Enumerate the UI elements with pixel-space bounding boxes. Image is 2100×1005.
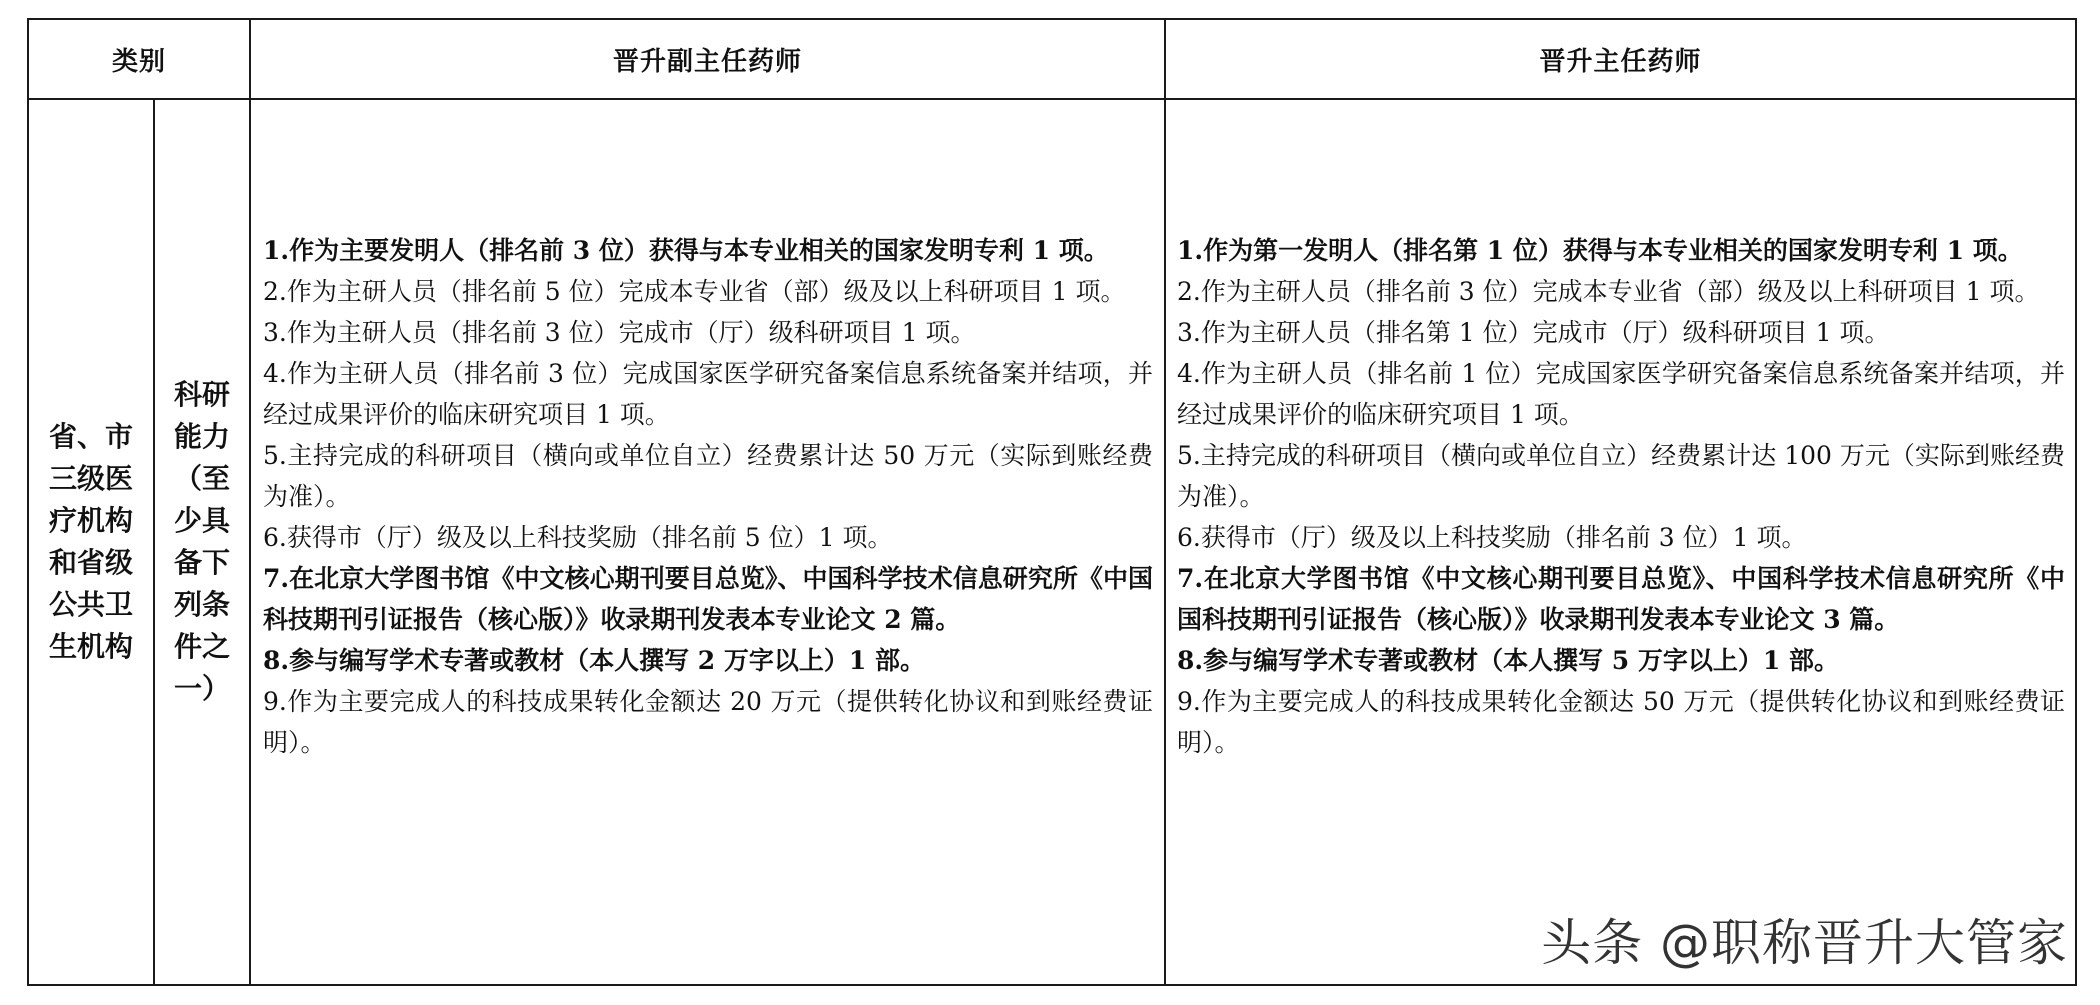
institution-label-line: 和省级 — [48, 546, 133, 579]
institution-label-line: 生机构 — [48, 630, 133, 663]
header-category: 类别 — [111, 46, 166, 77]
ability-label-line: 科研 — [173, 378, 230, 411]
requirements-table — [27, 18, 2077, 986]
ability-cell — [155, 100, 249, 984]
requirement-item: 3.作为主研人员（排名前 3 位）完成市（厅）级科研项目 1 项。 — [263, 318, 976, 347]
institution-label-line: 疗机构 — [48, 504, 133, 537]
header-chief-pharmacist: 晋升主任药师 — [1539, 46, 1702, 77]
ability-label-line: 能力 — [173, 420, 230, 453]
institution-label — [49, 416, 133, 668]
header-deputy-pharmacist: 晋升副主任药师 — [612, 46, 802, 77]
requirement-item: 1.作为第一发明人（排名第 1 位）获得与本专业相关的国家发明专利 1 项。 — [1177, 236, 2023, 265]
institution-label-line: 省、市 — [48, 420, 133, 453]
requirement-item: 1.作为主要发明人（排名前 3 位）获得与本专业相关的国家发明专利 1 项。 — [263, 236, 1109, 265]
requirement-item: 4.作为主研人员（排名前 1 位）完成国家医学研究备案信息系统备案并结项，并经过成果评价的临床研究项目 1 项。 — [1177, 359, 2065, 429]
institution-cell — [29, 100, 153, 984]
requirement-item: 9.作为主要完成人的科技成果转化金额达 20 万元（提供转化协议和到账经费证明）。 — [263, 687, 1153, 757]
requirement-item: 2.作为主研人员（排名前 3 位）完成本专业省（部）级及以上科研项目 1 项。 — [1177, 277, 2040, 306]
deputy-requirements-list — [263, 230, 1153, 763]
institution-label-line: 公共卫 — [48, 588, 133, 621]
requirement-item: 2.作为主研人员（排名前 5 位）完成本专业省（部）级及以上科研项目 1 项。 — [263, 277, 1126, 306]
requirement-item: 8.参与编写学术专著或教材（本人撰写 2 万字以上）1 部。 — [263, 646, 926, 675]
requirement-item: 9.作为主要完成人的科技成果转化金额达 50 万元（提供转化协议和到账经费证明）。 — [1177, 687, 2065, 757]
category-divider — [249, 20, 251, 984]
requirement-item: 7.在北京大学图书馆《中文核心期刊要目总览》、中国科学技术信息研究所《中国科技期刊引证报告（核心版）》收录期刊发表本专业论文 3 篇。 — [1177, 564, 2065, 634]
column-divider — [1164, 20, 1166, 984]
ability-label-line: 一） — [173, 672, 230, 705]
source-watermark: 头条 @职称晋升大管家 — [1541, 914, 2068, 972]
header-divider — [29, 98, 2075, 100]
ability-label-line: （至 — [173, 462, 230, 495]
ability-label — [174, 374, 230, 710]
chief-requirements-list — [1177, 230, 2065, 763]
ability-label-line: 少具 — [173, 504, 230, 537]
requirement-item: 3.作为主研人员（排名第 1 位）完成市（厅）级科研项目 1 项。 — [1177, 318, 1890, 347]
requirement-item: 5.主持完成的科研项目（横向或单位自立）经费累计达 100 万元（实际到账经费为准）。 — [1177, 441, 2065, 511]
ability-label-line: 备下 — [173, 546, 230, 579]
requirement-item: 5.主持完成的科研项目（横向或单位自立）经费累计达 50 万元（实际到账经费为准）。 — [263, 441, 1153, 511]
requirement-item: 6.获得市（厅）级及以上科技奖励（排名前 5 位）1 项。 — [263, 523, 893, 552]
requirement-item: 6.获得市（厅）级及以上科技奖励（排名前 3 位）1 项。 — [1177, 523, 1807, 552]
institution-label-line: 三级医 — [48, 462, 133, 495]
requirement-item: 7.在北京大学图书馆《中文核心期刊要目总览》、中国科学技术信息研究所《中国科技期刊引证报告（核心版）》收录期刊发表本专业论文 2 篇。 — [263, 564, 1153, 634]
ability-label-line: 列条 — [173, 588, 230, 621]
ability-label-line: 件之 — [173, 630, 230, 663]
requirement-item: 4.作为主研人员（排名前 3 位）完成国家医学研究备案信息系统备案并结项，并经过成果评价的临床研究项目 1 项。 — [263, 359, 1153, 429]
requirement-item: 8.参与编写学术专著或教材（本人撰写 5 万字以上）1 部。 — [1177, 646, 1840, 675]
